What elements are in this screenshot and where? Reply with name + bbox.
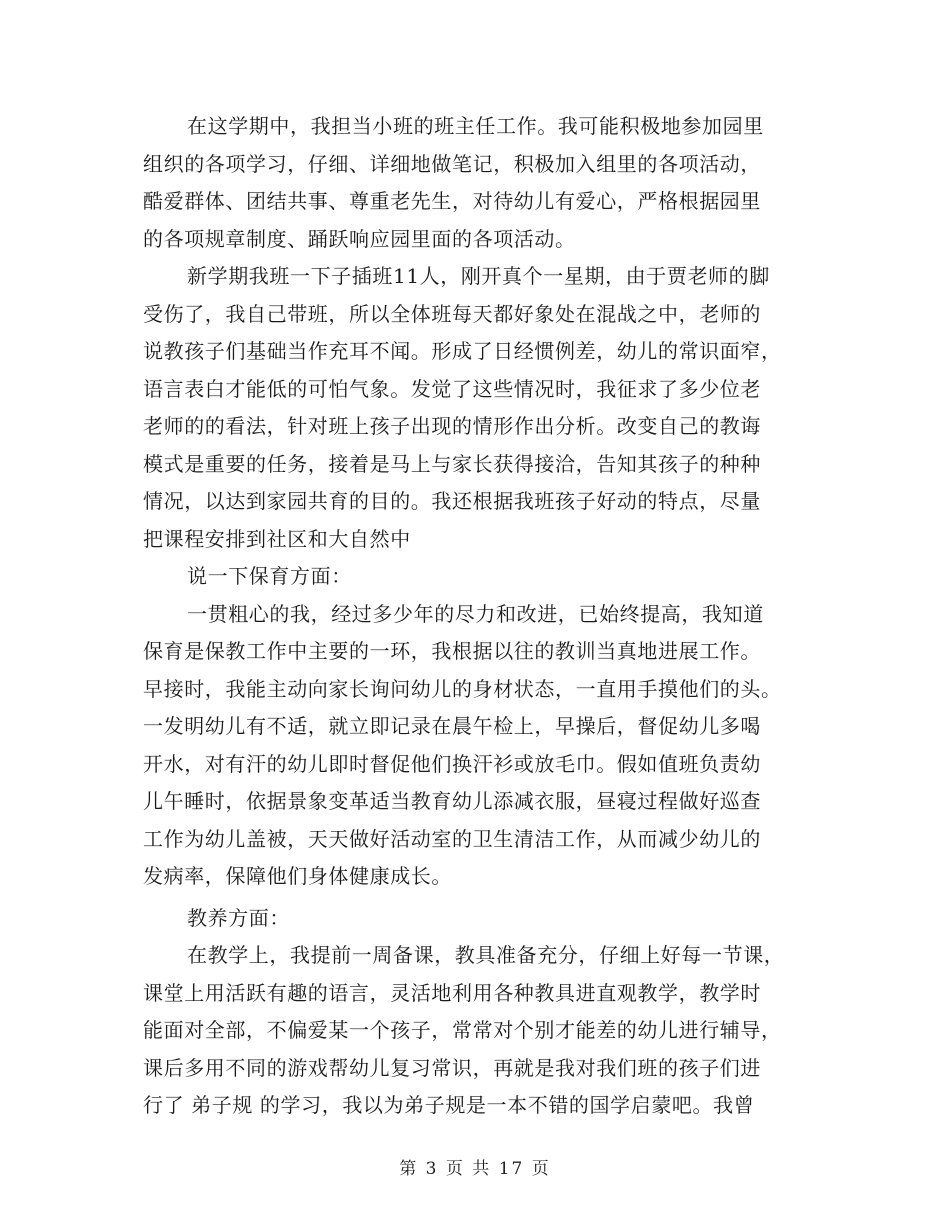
text-line: 把课程安排到社区和大自然中 xyxy=(143,526,411,551)
text-line: 儿午睡时，依据景象变革适当教育幼儿添减衣服，昼寝过程做好巡查 xyxy=(143,789,761,813)
text-line: 课后多用不同的游戏帮幼儿复习常识，再就是我对我们班的孩子们进 xyxy=(143,1055,761,1080)
paragraph-new-semester xyxy=(143,258,808,558)
text-line: 老师的的看法，针对班上孩子出现的情形作出分析。改变自己的教诲 xyxy=(143,414,761,438)
section-heading-care: 说一下保育方面： xyxy=(187,564,352,588)
text-line: 的各项规章制度、踊跃响应园里面的各项活动。 xyxy=(143,226,576,251)
text-line: 模式是重要的任务，接着是马上与家长获得接洽，告知其孩子的种种 xyxy=(143,451,761,476)
text-line: 情况，以达到家园共育的目的。我还根据我班孩子好动的特点，尽量 xyxy=(143,489,761,513)
text-line: 早接时，我能主动向家长询问幼儿的身材状态，一直用手摸他们的头。 xyxy=(143,676,782,701)
text-line: 课堂上用活跃有趣的语言，灵活地利用各种教具进直观教学，教学时 xyxy=(143,980,761,1005)
text-line: 保育是保教工作中主要的一环，我根据以往的教训当真地进展工作。 xyxy=(143,639,761,663)
text-line: 受伤了，我自己带班，所以全体班每天都好象处在混战之中，老师的 xyxy=(143,301,761,326)
text-line: 新学期我班一下子插班11人，刚开真个一星期，由于贾老师的脚 xyxy=(187,264,770,288)
text-line: 行了 弟子规 的学习，我以为弟子规是一本不错的国学启蒙吧。我曾 xyxy=(143,1093,755,1117)
section-heading-teaching: 教养方面： xyxy=(187,905,290,930)
text-line: 组织的各项学习，仔细、详细地做笔记，积极加入组里的各项活动， xyxy=(143,151,761,176)
text-line: 在这学期中，我担当小班的班主任工作。我可能积极地参加园里 xyxy=(187,114,764,138)
text-line: 能面对全部，不偏爱某一个孩子，常常对个别才能差的幼儿进行辅导， xyxy=(143,1018,782,1042)
text-line: 发病率，保障他们身体健康成长。 xyxy=(143,864,452,888)
text-line: 一发明幼儿有不适，就立即记录在晨午检上，早操后，督促幼儿多喝 xyxy=(143,714,761,738)
document-body xyxy=(143,108,808,1125)
text-line: 在教学上，我提前一周备课，教具准备充分，仔细上好每一节课， xyxy=(187,943,785,967)
text-line: 说教孩子们基础当作充耳不闻。形成了日经惯例差，幼儿的常识面窄， xyxy=(143,339,782,363)
paragraph-class-teacher xyxy=(143,108,808,258)
paragraph-care xyxy=(143,596,808,896)
page-number-footer: 第 3 页 共 17 页 xyxy=(399,1159,551,1179)
text-line: 语言表白才能低的可怕气象。发觉了这些情况时，我征求了多少位老 xyxy=(143,376,761,401)
text-line: 工作为幼儿盖被，天天做好活动室的卫生清洁工作，从而减少幼儿的 xyxy=(143,826,761,851)
text-line: 开水，对有汗的幼儿即时督促他们换汗衫或放毛巾。假如值班负责幼 xyxy=(143,751,761,776)
text-line: 酷爱群体、团结共事、尊重老先生，对待幼儿有爱心，严格根据园里 xyxy=(143,189,761,213)
text-line: 一贯粗心的我，经过多少年的尽力和改进，已始终提高，我知道 xyxy=(187,601,764,626)
paragraph-teaching xyxy=(143,937,808,1125)
